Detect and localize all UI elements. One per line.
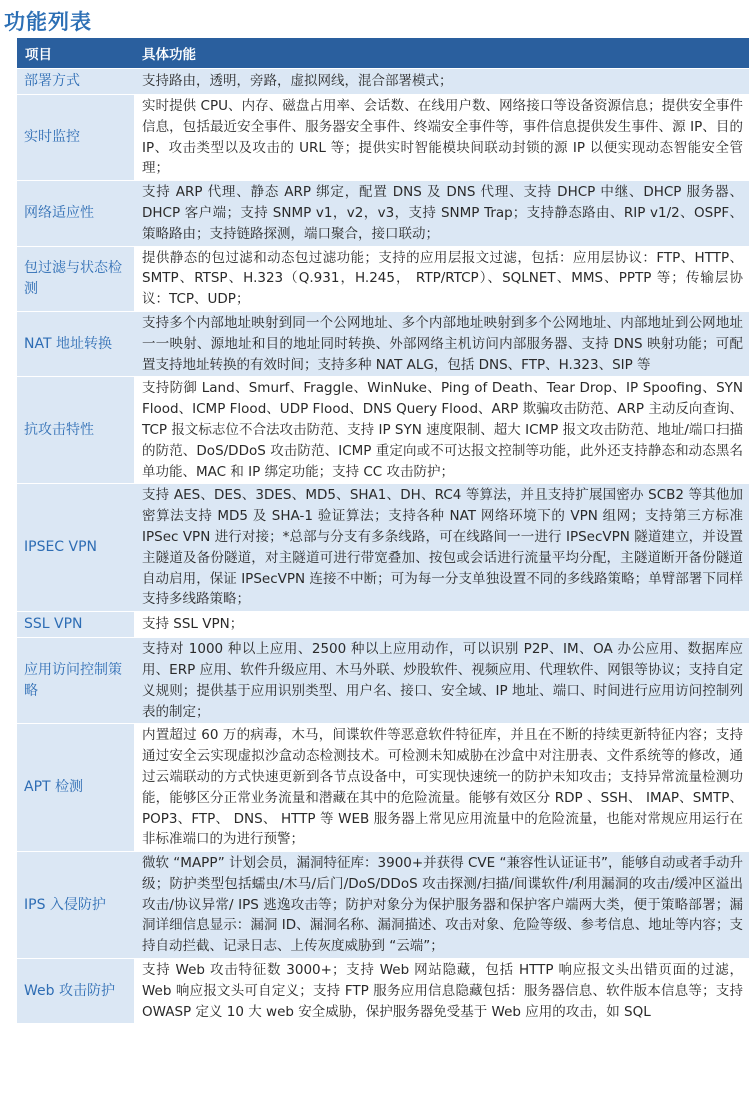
row-description: 微软 “MAPP” 计划会员，漏洞特征库：3900+并获得 CVE “兼容性认证证书”，能够自动或者手动升级；防护类型包括蠕虫/木马/后门/DoS/DDoS 攻击探测/扫描/间谍软件/利用漏洞的攻击/缓冲区溢出攻击/协议异常/ IPS 逃逸攻击等；防护对象分为保护服务器和保护客户端两大类，便于策略部署；漏洞详细信息显示：漏洞 ID、漏洞名称、漏洞描述、攻击对象、危险等级、参考信息、地址等内容；支持自动拦截、记录日志、上传灰度威胁到 “云端”； — [134, 852, 749, 959]
row-item: SSL VPN — [17, 612, 134, 638]
table-row — [17, 852, 749, 959]
row-item: 部署方式 — [17, 69, 134, 95]
row-description: 支持多个内部地址映射到同一个公网地址、多个内部地址映射到多个公网地址、内部地址到公网地址一一映射、源地址和目的地址同时转换、外部网络主机访问内部服务器、支持 DNS 映射功能；可配置支持地址转换的有效时间；支持多种 NAT ALG，包括 DNS、FTP、H.323、SIP 等 — [134, 311, 749, 376]
page-title: 功能列表 — [4, 10, 92, 34]
row-description: 支持路由，透明，旁路，虚拟网线，混合部署模式； — [134, 69, 749, 95]
table-row — [17, 181, 749, 246]
row-description: 提供静态的包过滤和动态包过滤功能；支持的应用层报文过滤，包括：应用层协议：FTP、HTTP、SMTP、RTSP、H.323（Q.931，H.245， RTP/RTCP）、SQLNET、MMS、PPTP 等；传输层协议：TCP、UDP； — [134, 246, 749, 311]
row-description: 内置超过 60 万的病毒，木马，间谍软件等恶意软件特征库，并且在不断的持续更新特征内容；支持通过安全云实现虚拟沙盒动态检测技术。可检测未知威胁在沙盒中对注册表、文件系统等的修改，通过云端联动的方式快速更新到各节点设备中，可实现快速统一的防护未知攻击；支持异常流量检测功能，能够区分正常业务流量和潜藏在其中的危险流量。能够有效区分 RDP 、SSH、 IMAP、SMTP、POP3、FTP、 DNS、 HTTP 等 WEB 服务器上常见应用流量中的危险流量，也能对常规应用运行在非标准端口的为进行预警； — [134, 724, 749, 852]
row-description: 支持对 1000 种以上应用、2500 种以上应用动作，可以识别 P2P、IM、OA 办公应用、数据库应用、ERP 应用、软件升级应用、木马外联、炒股软件、视频应用、代理软件、网银等协议；支持自定义规则；提供基于应用识别类型、用户名、接口、安全域、IP 地址、端口、时间进行应用访问控制列表的制定； — [134, 638, 749, 724]
row-item: 抗攻击特性 — [17, 377, 134, 484]
row-item: NAT 地址转换 — [17, 311, 134, 376]
row-item: 实时监控 — [17, 95, 134, 181]
feature-table — [17, 38, 749, 1023]
row-item: APT 检测 — [17, 724, 134, 852]
row-description: 支持 Web 攻击特征数 3000+；支持 Web 网站隐藏，包括 HTTP 响应报文头出错页面的过滤，Web 响应报文头可自定义；支持 FTP 服务应用信息隐藏包括：服务器信息、软件版本信息等；支持 OWASP 定义 10 大 web 安全威胁，保护服务器免受基于 Web 应用的攻击，如 SQL — [134, 959, 749, 1024]
row-item: 网络适应性 — [17, 181, 134, 246]
table-row — [17, 484, 749, 612]
table-row — [17, 246, 749, 311]
row-description: 支持 ARP 代理、静态 ARP 绑定，配置 DNS 及 DNS 代理、支持 DHCP 中继、DHCP 服务器、DHCP 客户端；支持 SNMP v1，v2，v3，支持 SNMP Trap；支持静态路由、RIP v1/2、OSPF、策略路由；支持链路探测，端口聚合，接口联动； — [134, 181, 749, 246]
table-row — [17, 959, 749, 1024]
row-description: 支持 SSL VPN； — [134, 612, 749, 638]
table-row — [17, 311, 749, 376]
row-item: IPS 入侵防护 — [17, 852, 134, 959]
row-description: 支持防御 Land、Smurf、Fraggle、WinNuke、Ping of Death、Tear Drop、IP Spoofing、SYN Flood、ICMP Flood、UDP Flood、DNS Query Flood、ARP 欺骗攻击防范、ARP 主动反向查询、TCP 报文标志位不合法攻击防范、支持 IP SYN 速度限制、超大 ICMP 报文攻击防范、地址/端口扫描的防范、DoS/DDoS 攻击防范、ICMP 重定向或不可达报文控制等功能，此外还支持静态和动态黑名单功能、MAC 和 IP 绑定功能；支持 CC 攻击防护； — [134, 377, 749, 484]
table-header-row — [17, 38, 749, 69]
column-header-function: 具体功能 — [134, 38, 749, 69]
row-item: IPSEC VPN — [17, 484, 134, 612]
table-row — [17, 377, 749, 484]
row-description: 实时提供 CPU、内存、磁盘占用率、会话数、在线用户数、网络接口等设备资源信息；提供安全事件信息，包括最近安全事件、服务器安全事件、终端安全事件等，事件信息提供发生事件、源 IP、目的 IP、攻击类型以及攻击的 URL 等；提供实时智能模块间联动封锁的源 IP 以便实现动态智能安全管理； — [134, 95, 749, 181]
table-row — [17, 638, 749, 724]
table-row — [17, 69, 749, 95]
row-item: 包过滤与状态检测 — [17, 246, 134, 311]
table-row — [17, 612, 749, 638]
row-description: 支持 AES、DES、3DES、MD5、SHA1、DH、RC4 等算法，并且支持扩展国密办 SCB2 等其他加密算法支持 MD5 及 SHA-1 验证算法；支持各种 NAT 网络环境下的 VPN 组网；支持第三方标准 IPSec VPN 进行对接；*总部与分支有多条线路，可在线路间一一进行 IPSecVPN 隧道建立，并设置主隧道及备份隧道，对主隧道可进行带宽叠加、按包或会话进行流量平均分配，主隧道断开备份隧道自动启用，保证 IPSecVPN 连接不中断；可为每一分支单独设置不同的多线路策略；单臂部署下同样支持多线路策略； — [134, 484, 749, 612]
row-item: Web 攻击防护 — [17, 959, 134, 1024]
table-row — [17, 95, 749, 181]
row-item: 应用访问控制策略 — [17, 638, 134, 724]
table-row — [17, 724, 749, 852]
column-header-item: 项目 — [17, 38, 134, 69]
